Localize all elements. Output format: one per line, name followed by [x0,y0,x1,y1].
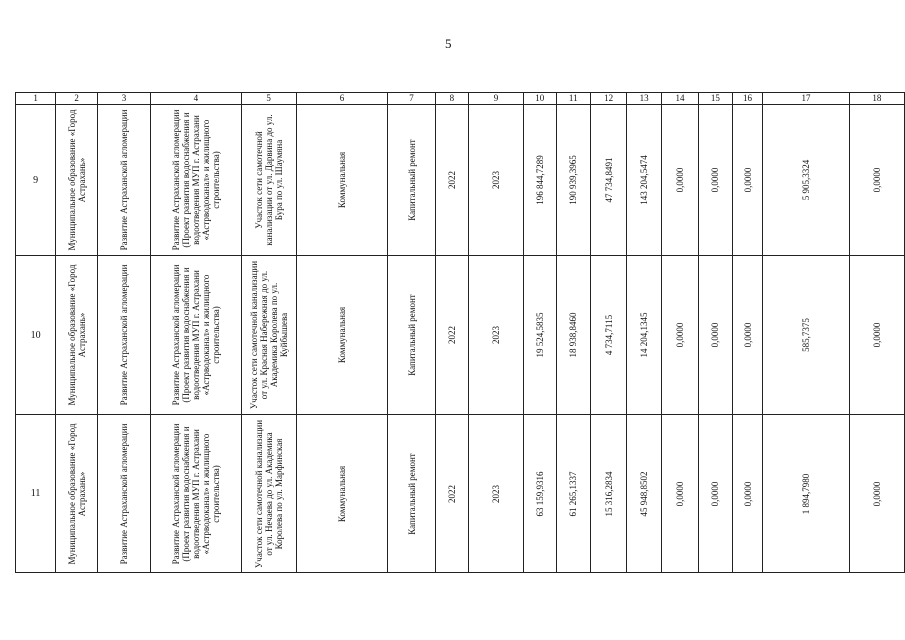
col14-cell [661,105,698,256]
header-cell: 18 [849,93,904,105]
funding-cell [556,256,590,415]
federal-share-text: 14 204,1345 [639,312,650,358]
budget-share-cell [590,256,626,415]
budget-share-text: 15 316,2834 [603,471,614,516]
col18-cell [849,415,904,573]
header-cell: 4 [150,93,241,105]
site-cell [241,105,296,256]
col16-cell [732,105,763,256]
header-cell: 6 [296,93,388,105]
data-table [15,92,905,573]
project-cell [150,415,241,573]
col18-cell [849,256,904,415]
federal-share-cell [627,105,661,256]
federal-share-cell [627,415,661,573]
work-type-text: Капитальный ремонт [406,294,417,376]
agglomeration-text: Развитие Астраханской агломерации [118,423,129,564]
col18-text: 0,0000 [871,167,882,193]
project-cell [150,105,241,256]
start-year-text: 2022 [446,326,457,344]
work-type-cell [388,415,435,573]
property-cell [296,256,388,415]
work-type-text: Капитальный ремонт [406,139,417,221]
total-cost-text: 19 524,5835 [534,312,545,358]
end-year-cell [469,105,524,256]
col15-text: 0,0000 [710,322,721,348]
municipality-cell [56,256,98,415]
col18-cell [849,105,904,256]
col14-text: 0,0000 [674,167,685,193]
page-number: 5 [445,36,452,51]
header-cell: 7 [388,93,435,105]
work-type-cell [388,256,435,415]
col14-cell [661,256,698,415]
header-cell: 8 [435,93,468,105]
total-cost-cell [523,105,556,256]
header-row [16,93,905,105]
agglomeration-cell [97,105,150,256]
municipality-cell [56,415,98,573]
end-year-text: 2023 [490,484,501,503]
header-cell: 12 [590,93,626,105]
col16-text: 0,0000 [742,322,753,348]
header-cell: 3 [97,93,150,105]
start-year-text: 2022 [446,171,457,189]
end-year-text: 2023 [490,326,501,344]
property-text: Коммунальная [336,465,347,522]
project-cell [150,256,241,415]
funding-cell [556,105,590,256]
col17-cell [763,256,849,415]
end-year-cell [469,415,524,573]
funding-cell [556,415,590,573]
header-cell: 17 [763,93,849,105]
header-cell: 15 [699,93,733,105]
col16-cell [732,256,763,415]
funding-text: 190 939,3965 [568,155,579,205]
col17-cell [763,415,849,573]
site-text: Участок сети самотечной канализации от ул. Красная Набережная до ул. Академика Королева по ул. Куйбышева [248,260,289,410]
project-text: Развитие Астраханской агломерации (Проект развития водоснабжения и водоотведения МУП г. Астрахани «Астрводоканал» и жилищного строительства) [170,264,221,406]
site-cell [241,256,296,415]
property-cell [296,105,388,256]
start-year-cell [435,256,468,415]
agglomeration-text: Развитие Астраханской агломерации [118,109,129,251]
col17-text: 5 905,3324 [800,159,811,201]
start-year-cell [435,105,468,256]
funding-text: 61 265,1337 [568,471,579,516]
header-cell: 13 [627,93,661,105]
municipality-text: Муниципальное образование «Город Астрахань» [66,423,87,565]
col18-text: 0,0000 [871,322,882,348]
federal-share-cell [627,256,661,415]
row-number-cell: 10 [16,256,56,415]
col14-cell [661,415,698,573]
budget-share-cell [590,415,626,573]
budget-share-text: 47 734,8491 [603,157,614,203]
end-year-cell [469,256,524,415]
project-text: Развитие Астраханской агломерации (Проект развития водоснабжения и водоотведения МУП г. Астрахани «Астрводоканал» и жилищного строительства) [170,423,221,564]
total-cost-cell [523,256,556,415]
header-cell: 14 [661,93,698,105]
municipality-text: Муниципальное образование «Город Астрахань» [66,264,87,406]
agglomeration-text: Развитие Астраханской агломерации [118,264,129,406]
project-text: Развитие Астраханской агломерации (Проект развития водоснабжения и водоотведения МУП г. Астрахани «Астрводоканал» и жилищного строительства) [170,109,221,251]
col15-text: 0,0000 [710,167,721,193]
total-cost-text: 196 844,7289 [534,155,545,205]
total-cost-text: 63 159,9316 [534,471,545,516]
municipality-text: Муниципальное образование «Город Астрахань» [66,109,87,251]
col17-text: 585,7375 [800,318,811,352]
federal-share-text: 45 948,8502 [639,471,650,516]
municipality-cell [56,105,98,256]
col15-text: 0,0000 [710,481,721,506]
start-year-cell [435,415,468,573]
end-year-text: 2023 [490,171,501,189]
funding-text: 18 938,8460 [568,312,579,358]
agglomeration-cell [97,415,150,573]
row-number-cell: 11 [16,415,56,573]
property-cell [296,415,388,573]
table-row [16,256,905,415]
budget-share-text: 4 734,7115 [603,314,614,356]
header-cell: 5 [241,93,296,105]
property-text: Коммунальная [336,151,347,209]
header-cell: 16 [732,93,763,105]
table-row [16,415,905,573]
table-row [16,105,905,256]
site-text: Участок сети самотечной канализации от ул. Нечаева до ул. Академика Королева по ул. Марфинская [253,419,284,568]
work-type-cell [388,105,435,256]
row-number-cell: 9 [16,105,56,256]
header-cell: 9 [469,93,524,105]
federal-share-text: 143 204,5474 [639,155,650,205]
start-year-text: 2022 [446,484,457,503]
budget-share-cell [590,105,626,256]
col15-cell [699,415,733,573]
header-cell: 1 [16,93,56,105]
col16-text: 0,0000 [742,167,753,193]
header-cell: 11 [556,93,590,105]
site-text: Участок сети самотечной канализации от ул. Дарвина до ул. Бура по ул. Шаумяна [253,114,284,246]
agglomeration-cell [97,256,150,415]
property-text: Коммунальная [336,306,347,364]
site-cell [241,415,296,573]
col14-text: 0,0000 [674,322,685,348]
work-type-text: Капитальный ремонт [406,452,417,535]
col15-cell [699,105,733,256]
col16-text: 0,0000 [742,481,753,506]
col16-cell [732,415,763,573]
header-cell: 2 [56,93,98,105]
col18-text: 0,0000 [871,481,882,506]
total-cost-cell [523,415,556,573]
header-cell: 10 [523,93,556,105]
col15-cell [699,256,733,415]
col17-cell [763,105,849,256]
col14-text: 0,0000 [674,481,685,506]
col17-text: 1 894,7980 [800,473,811,514]
